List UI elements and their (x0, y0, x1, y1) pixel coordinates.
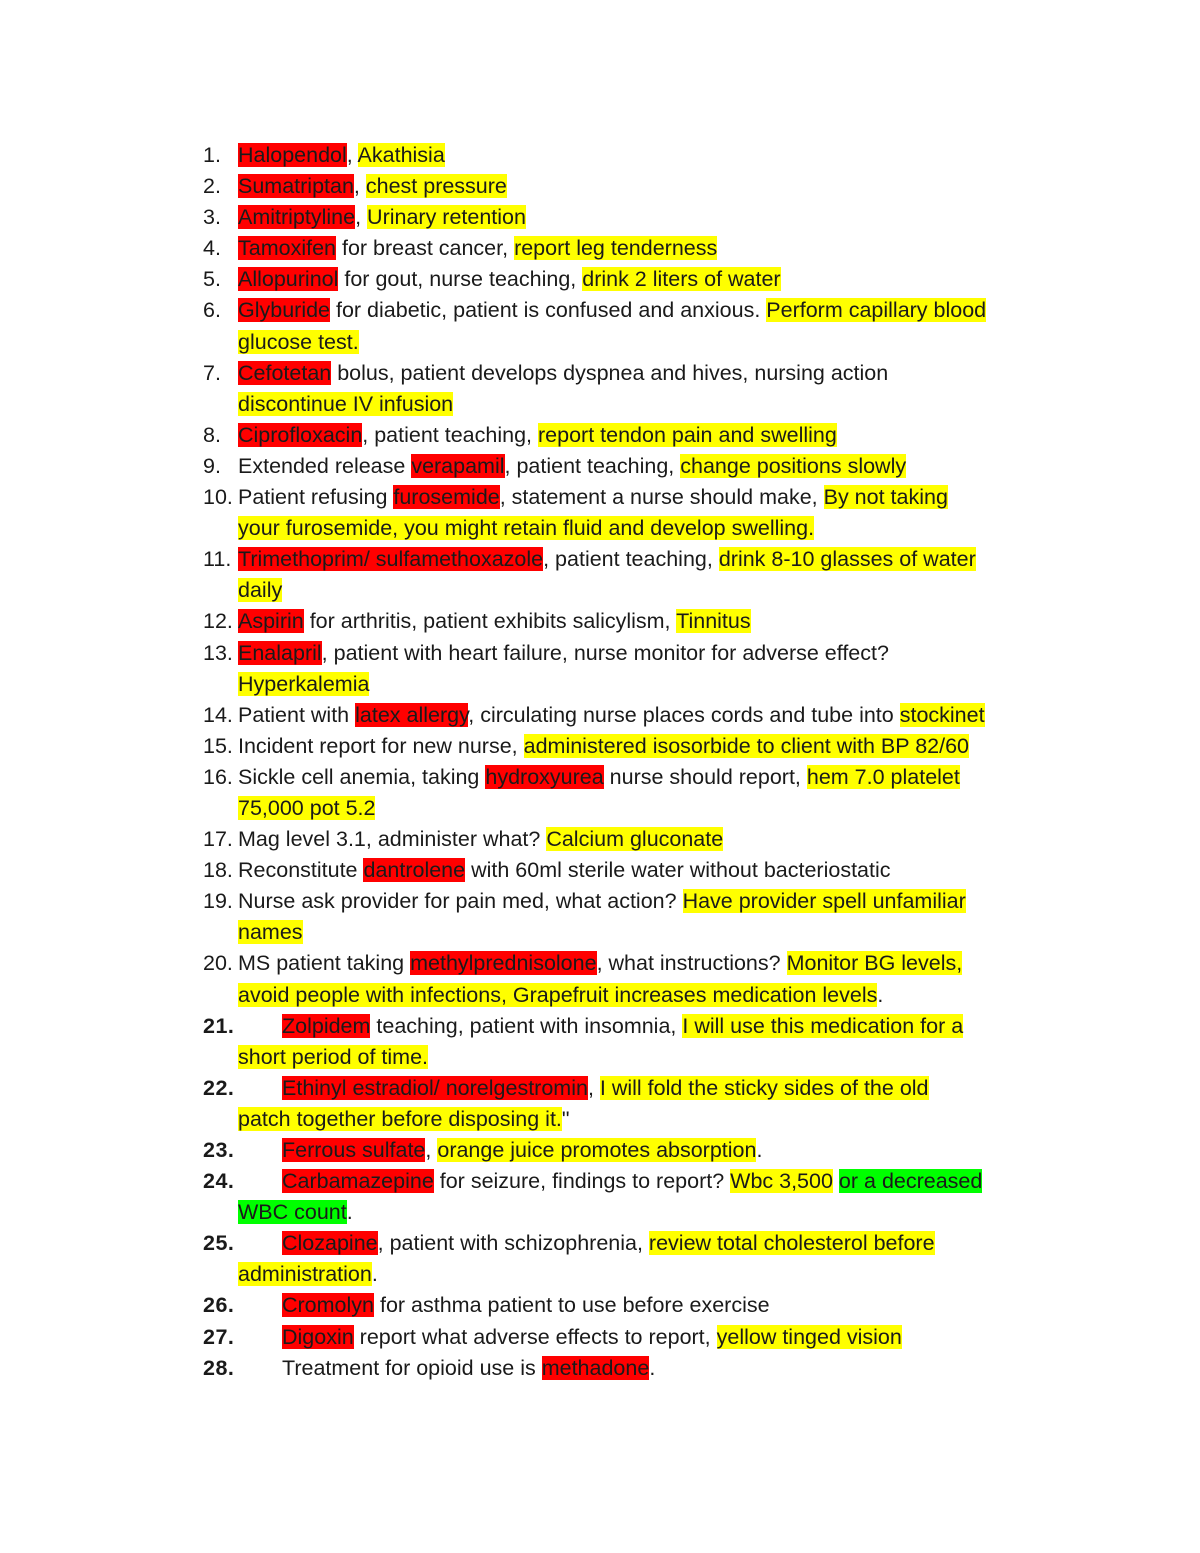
plain-text: , circulating nurse places cords and tube into (468, 702, 900, 727)
red-highlight-text: verapamil (411, 453, 505, 478)
list-item-line (238, 793, 1080, 824)
red-highlight-text: Enalapril (238, 640, 322, 665)
yellow-highlight-text: report tendon pain and swelling (538, 422, 837, 447)
yellow-highlight-text: By not taking (823, 485, 948, 510)
yellow-highlight-text: 75,000 pot 5.2 (238, 795, 376, 820)
yellow-highlight-text: review total cholesterol before (648, 1231, 935, 1256)
plain-text: report what adverse effects to report, (353, 1324, 717, 1349)
list-item-line (238, 1322, 1080, 1353)
plain-text: " (561, 1106, 570, 1131)
red-highlight-text: latex allergy (355, 702, 469, 727)
list-item (200, 700, 1080, 731)
green-highlight-text: WBC count (238, 1200, 347, 1225)
plain-text: bolus, patient develops dyspnea and hives, nursing action (331, 360, 889, 385)
list-item (200, 1353, 1080, 1384)
list-item (200, 886, 1080, 948)
list-item (200, 358, 1080, 420)
plain-text: for diabetic, patient is confused and anxious. (330, 298, 767, 323)
red-highlight-text: Clozapine (282, 1231, 378, 1256)
list-item-line (238, 700, 1080, 731)
red-highlight-text: Ciprofloxacin (238, 422, 363, 447)
list-item-line (238, 638, 1080, 669)
list-item-line (238, 980, 1080, 1011)
list-item-number: 20. (203, 951, 233, 976)
list-item (200, 482, 1080, 544)
list-item-line (238, 1353, 1080, 1384)
numbered-list (200, 140, 1080, 1384)
list-item-line (238, 171, 1080, 202)
plain-text: Sickle cell anemia, taking (238, 764, 486, 789)
yellow-highlight-text: Have provider spell unfamiliar (682, 889, 966, 914)
list-item (200, 1073, 1080, 1135)
list-item (200, 171, 1080, 202)
yellow-highlight-text: orange juice promotes absorption (437, 1138, 757, 1162)
list-item-number: 14. (203, 702, 233, 727)
list-item-number: 9. (203, 453, 221, 478)
list-item (200, 762, 1080, 824)
list-item-line (238, 544, 1080, 575)
red-highlight-text: Cefotetan (238, 360, 332, 385)
red-highlight-text: Ferrous sulfate (282, 1138, 426, 1162)
plain-text: , (353, 174, 366, 199)
yellow-highlight-text: I will fold the sticky sides of the old (599, 1075, 929, 1100)
red-highlight-text: Halopendol (238, 143, 347, 167)
list-item-line (238, 1228, 1080, 1259)
list-item (200, 420, 1080, 451)
yellow-highlight-text: glucose test. (238, 329, 359, 354)
plain-text: MS patient taking (238, 951, 411, 976)
list-item-number: 17. (203, 827, 233, 852)
yellow-highlight-text: drink 8-10 glasses of water (718, 547, 976, 572)
red-highlight-text: Ethinyl estradiol/ norelgestromin (282, 1075, 588, 1100)
red-highlight-text: methylprednisolone (410, 951, 597, 976)
red-highlight-text: Trimethoprim/ sulfamethoxazole (238, 547, 544, 572)
plain-text: for seizure, findings to report? (433, 1169, 731, 1194)
list-item-line (238, 1259, 1080, 1290)
red-highlight-text: Sumatriptan (238, 174, 354, 199)
yellow-highlight-text: patch together before disposing it. (238, 1106, 562, 1131)
yellow-highlight-text: change positions slowly (680, 453, 907, 478)
list-item (200, 1290, 1080, 1321)
red-highlight-text: Aspirin (238, 609, 304, 634)
list-item-number: 25. (203, 1231, 235, 1256)
list-item-number: 23. (203, 1138, 235, 1162)
list-item-line (238, 1104, 1080, 1135)
plain-text: , (355, 205, 368, 230)
plain-text: , (425, 1138, 438, 1162)
plain-text: Extended release (238, 453, 412, 478)
list-item-line (238, 1011, 1080, 1042)
list-item-number: 18. (203, 858, 233, 883)
red-highlight-text: Cromolyn (282, 1293, 374, 1318)
list-item-number: 27. (203, 1324, 235, 1349)
red-highlight-text: Glyburide (238, 298, 331, 323)
yellow-highlight-text: Urinary retention (367, 205, 526, 230)
yellow-highlight-text: Wbc 3,500 (730, 1169, 833, 1194)
plain-text: , statement a nurse should make, (499, 485, 824, 510)
yellow-highlight-text: short period of time. (238, 1044, 429, 1069)
list-item (200, 638, 1080, 700)
yellow-highlight-text: I will use this medication for a (682, 1013, 964, 1038)
plain-text: , what instructions? (596, 951, 787, 976)
yellow-highlight-text: stockinet (899, 702, 985, 727)
list-item-number: 26. (203, 1293, 235, 1318)
list-item-line (238, 1135, 1080, 1166)
plain-text: Treatment for opioid use is (282, 1355, 542, 1380)
yellow-highlight-text: Calcium gluconate (546, 827, 724, 852)
list-item-number: 2. (203, 174, 221, 199)
list-item-number: 6. (203, 298, 221, 323)
list-item-number: 12. (203, 609, 233, 634)
list-item-number: 28. (203, 1355, 235, 1380)
plain-text: Incident report for new nurse, (238, 733, 524, 758)
list-item-line (238, 731, 1080, 762)
green-highlight-text: or a decreased (838, 1169, 983, 1194)
list-item-number: 24. (203, 1169, 235, 1194)
list-item-number: 1. (203, 143, 221, 167)
plain-text: , (587, 1075, 600, 1100)
red-highlight-text: Tamoxifen (238, 236, 336, 261)
plain-text: Patient with (238, 702, 356, 727)
plain-text: . (346, 1200, 353, 1225)
plain-text: Nurse ask provider for pain med, what action? (238, 889, 683, 914)
yellow-highlight-text: report leg tenderness (514, 236, 718, 261)
yellow-highlight-text: Monitor BG levels, (786, 951, 963, 976)
list-item-number: 15. (203, 733, 233, 758)
list-item (200, 1228, 1080, 1290)
list-item (200, 855, 1080, 886)
plain-text: for gout, nurse teaching, (338, 267, 583, 292)
yellow-highlight-text: Akathisia (357, 143, 445, 167)
list-item-line (238, 482, 1080, 513)
list-item-number: 22. (203, 1075, 235, 1100)
yellow-highlight-text: chest pressure (365, 174, 507, 199)
list-item-number: 10. (203, 485, 233, 510)
yellow-highlight-text: names (238, 920, 303, 945)
list-item-line (238, 669, 1080, 700)
list-item-line (238, 389, 1080, 420)
list-item-line (238, 948, 1080, 979)
yellow-highlight-text: drink 2 liters of water (582, 267, 781, 292)
plain-text: . (371, 1262, 378, 1287)
yellow-highlight-text: administered isosorbide to client with BP 82/60 (523, 733, 970, 758)
yellow-highlight-text: Hyperkalemia (238, 671, 370, 696)
list-item-line (238, 327, 1080, 358)
list-item-line (238, 855, 1080, 886)
plain-text: Reconstitute (238, 858, 364, 883)
plain-text: teaching, patient with insomnia, (370, 1013, 683, 1038)
plain-text: . (649, 1355, 656, 1380)
plain-text: , (346, 143, 358, 167)
red-highlight-text: Amitriptyline (238, 205, 356, 230)
plain-text: , patient with heart failure, nurse monitor for adverse effect? (321, 640, 889, 665)
list-item-line (238, 295, 1080, 326)
list-item-line (238, 606, 1080, 637)
list-item-number: 21. (203, 1013, 235, 1038)
plain-text: nurse should report, (603, 764, 807, 789)
list-item (200, 731, 1080, 762)
list-item-number: 16. (203, 764, 233, 789)
yellow-highlight-text: discontinue IV infusion (238, 391, 454, 416)
yellow-highlight-text: avoid people with infections, Grapefruit increases medication levels (238, 982, 878, 1007)
list-item (200, 202, 1080, 233)
list-item-line (238, 233, 1080, 264)
list-item-line (238, 1166, 1080, 1197)
list-item (200, 824, 1080, 855)
list-item-line (238, 513, 1080, 544)
list-item (200, 1322, 1080, 1353)
plain-text: for asthma patient to use before exercise (374, 1293, 770, 1318)
list-item-line (238, 1073, 1080, 1104)
list-item-line (238, 1290, 1080, 1321)
plain-text: , patient teaching, (504, 453, 681, 478)
list-item-number: 19. (203, 889, 233, 914)
list-item (200, 264, 1080, 295)
list-item-line (238, 1197, 1080, 1228)
list-item-number: 3. (203, 205, 221, 230)
red-highlight-text: Zolpidem (282, 1013, 371, 1038)
list-item-number: 5. (203, 267, 221, 292)
red-highlight-text: Allopurinol (238, 267, 339, 292)
plain-text: Mag level 3.1, administer what? (238, 827, 547, 852)
plain-text: , patient with schizophrenia, (377, 1231, 649, 1256)
red-highlight-text: Carbamazepine (282, 1169, 434, 1194)
list-item-line (238, 917, 1080, 948)
yellow-highlight-text: your furosemide, you might retain fluid and develop swelling. (238, 516, 815, 541)
list-item-line (238, 358, 1080, 389)
red-highlight-text: furosemide (393, 485, 500, 510)
list-item (200, 1166, 1080, 1228)
plain-text: with 60ml sterile water without bacteriostatic (465, 858, 891, 883)
yellow-highlight-text: daily (238, 578, 283, 603)
yellow-highlight-text: Perform capillary blood (766, 298, 987, 323)
list-item-line (238, 140, 1080, 171)
list-item-line (238, 762, 1080, 793)
list-item (200, 1011, 1080, 1073)
red-highlight-text: methadone (541, 1355, 650, 1380)
plain-text: , patient teaching, (543, 547, 719, 572)
list-item-line (238, 575, 1080, 606)
list-item-number: 8. (203, 422, 221, 447)
list-item-number: 13. (203, 640, 233, 665)
list-item (200, 451, 1080, 482)
red-highlight-text: Digoxin (282, 1324, 354, 1349)
plain-text: for arthritis, patient exhibits salicylism, (303, 609, 677, 634)
list-item-number: 11. (203, 547, 232, 572)
plain-text: for breast cancer, (336, 236, 515, 261)
list-item-line (238, 1042, 1080, 1073)
plain-text: Patient refusing (238, 485, 394, 510)
yellow-highlight-text: administration (238, 1262, 372, 1287)
yellow-highlight-text: yellow tinged vision (716, 1324, 902, 1349)
list-item-line (238, 451, 1080, 482)
list-item-line (238, 264, 1080, 295)
list-item-line (238, 420, 1080, 451)
list-item-number: 7. (203, 360, 221, 385)
list-item-number: 4. (203, 236, 221, 261)
list-item (200, 295, 1080, 357)
list-item-line (238, 886, 1080, 917)
list-item (200, 233, 1080, 264)
plain-text: . (756, 1138, 763, 1162)
list-item-line (238, 202, 1080, 233)
plain-text: . (877, 982, 884, 1007)
plain-text: , patient teaching, (362, 422, 538, 447)
yellow-highlight-text: Tinnitus (676, 609, 751, 634)
list-item (200, 544, 1080, 606)
red-highlight-text: hydroxyurea (485, 764, 604, 789)
red-highlight-text: dantrolene (363, 858, 466, 883)
list-item (200, 948, 1080, 1010)
list-item-line (238, 824, 1080, 855)
list-item (200, 1135, 1080, 1166)
list-item (200, 140, 1080, 171)
list-item (200, 606, 1080, 637)
yellow-highlight-text: hem 7.0 platelet (806, 764, 960, 789)
